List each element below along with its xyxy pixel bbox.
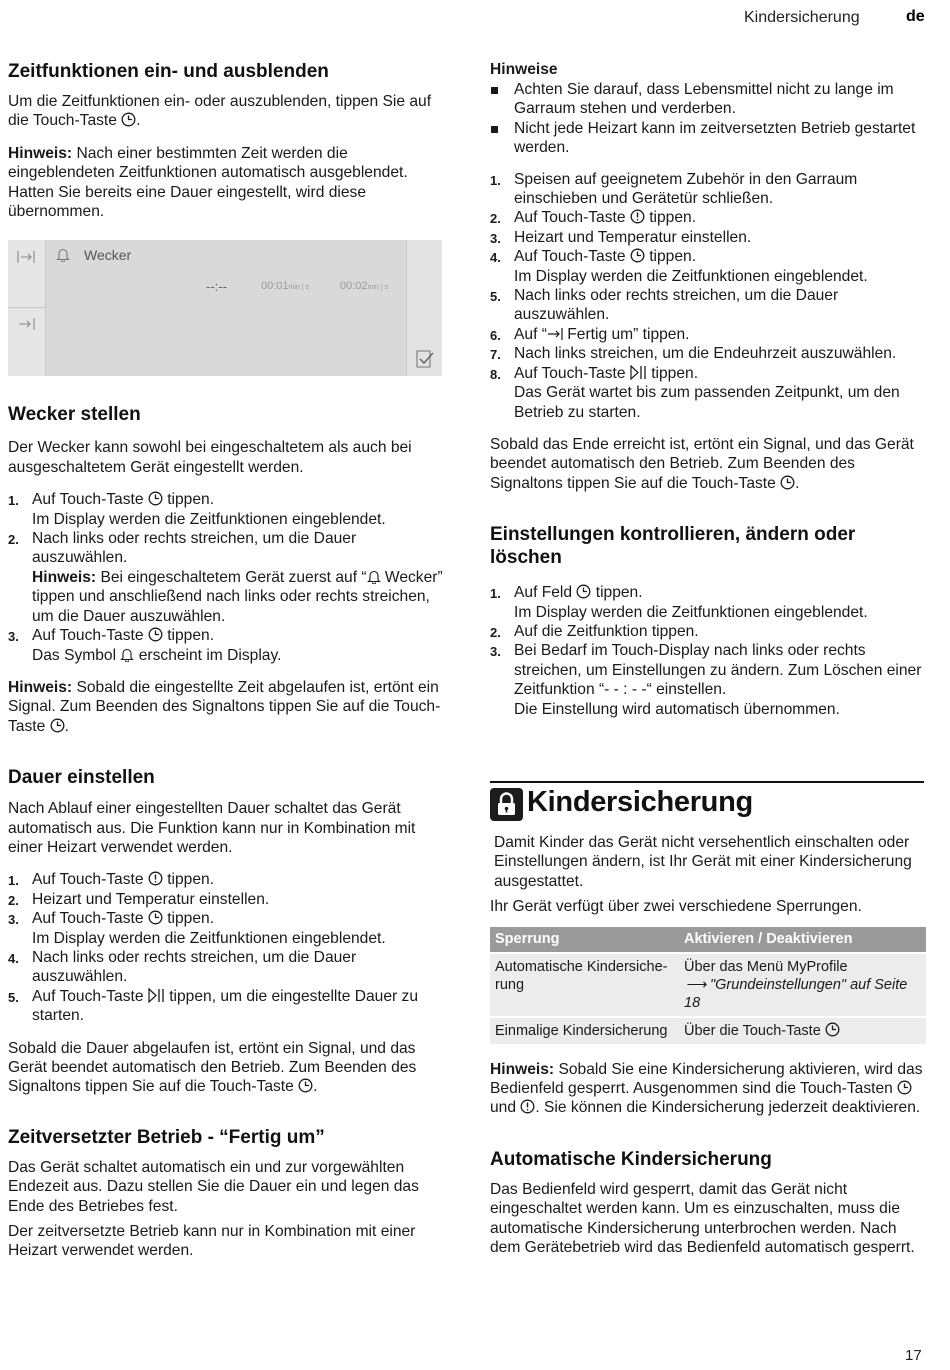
start-pause-icon — [148, 988, 165, 1003]
end-time-icon — [547, 327, 563, 341]
list-item: Nicht jede Heizart kann im zeitversetzten Betrieb gestartet werden. — [490, 119, 928, 158]
clock-icon — [121, 112, 136, 127]
display-wecker-label[interactable]: Wecker — [84, 247, 132, 264]
hint-paragraph: Hinweis: Sobald die eingestellte Zeit abgelaufen ist, ertönt ein Signal. Zum Beenden des Signaltons tippen Sie auf die Touch-Taste . — [8, 678, 441, 735]
power-icon — [630, 209, 645, 224]
list-item: 1. Auf Touch-Taste tippen. Im Display werden die Zeitfunktionen eingeblendet. — [8, 491, 386, 528]
display-left-panel — [8, 240, 45, 376]
list-item: 6. Auf “ Fertig um” tippen. — [490, 325, 690, 343]
header-section-title: Kindersicherung — [744, 9, 860, 26]
list-item: 1. Auf Touch-Taste tippen. — [8, 871, 215, 889]
paragraph: Um die Zeitfunktionen ein- oder auszublenden, tippen Sie auf die Touch-Taste . — [8, 93, 432, 130]
list-item: 1. Auf Feld tippen. Im Display werden die Zeitfunktionen eingeblendet. — [490, 584, 868, 621]
left-column — [8, 60, 446, 1261]
display-time-option-1[interactable]: 00:01min | s — [261, 280, 310, 293]
display-main — [45, 240, 405, 376]
paragraph: Nach Ablauf einer eingestellten Dauer schaltet das Gerät automatisch aus. Die Funktion kann nur in Kombination mit einer Heizart verwendet werden. — [8, 800, 416, 856]
list-item: 2. Auf Touch-Taste tippen. — [490, 209, 697, 227]
list-item: 3. Heizart und Temperatur einstellen. — [490, 228, 752, 246]
clock-icon — [148, 910, 163, 925]
lock-table — [490, 927, 926, 1044]
wecker-steps — [8, 490, 446, 665]
list-item: 8. Auf Touch-Taste tippen. Das Gerät wartet bis zum passenden Zeitpunkt, um den Betrieb zu starten. — [490, 364, 900, 421]
list-item: 5. Auf Touch-Taste tippen, um die eingestellte Dauer zu starten. — [8, 987, 418, 1025]
page-number: 17 — [905, 1347, 922, 1364]
hinweise-list — [490, 80, 928, 158]
list-item: 2. Heizart und Temperatur einstellen. — [8, 890, 270, 908]
clock-icon — [897, 1080, 912, 1095]
list-item: Achten Sie darauf, dass Lebensmittel nicht zu lange im Garraum stehen und verderben. — [490, 80, 928, 119]
table-cell: Einmalige Kindersicherung — [490, 1017, 679, 1044]
clock-icon — [148, 491, 163, 506]
power-icon — [148, 871, 163, 886]
arrow-icon: ⟶ — [686, 976, 708, 993]
paragraph: Sobald das Ende erreicht ist, ertönt ein Signal, und das Gerät beendet automatisch den Betrieb. Zum Beenden des Signaltons tippen Sie auf die Touch-Taste . — [490, 435, 914, 492]
paragraph: Das Bedienfeld wird gesperrt, damit das Gerät nicht eingeschaltet werden kann. Um es einzuschalten, muss die automatische Kindersicherung unterbrochen werden. Nach dem Gerätebetrieb wird das Bedienfeld automatisch gesperrt. — [490, 1180, 915, 1257]
paragraph: Der zeitversetzte Betrieb kann nur in Kombination mit einer Heizart verwendet werden. — [8, 1223, 416, 1260]
list-item: 3. Auf Touch-Taste tippen. Das Symbol erscheint im Display. — [8, 627, 282, 664]
start-pause-icon — [630, 365, 647, 380]
paragraph: Damit Kinder das Gerät nicht versehentlich einschalten oder Einstellungen ändern, ist Ihr Gerät mit einer Kindersicherung ausgestattet. — [494, 833, 912, 890]
einstellungen-steps — [490, 583, 928, 719]
list-item: 3. Bei Bedarf im Touch-Display nach links oder rechts streichen, um Einstellungen zu ändern. Zum Löschen einer Zeitfunktion “- - : - -“ einstellen. Die Einstellung wird automatisch übernommen. — [490, 642, 922, 718]
heading-zeitfunktionen: Zeitfunktionen ein- und ausblenden — [8, 61, 329, 82]
clock-icon — [298, 1078, 313, 1093]
paragraph: Der Wecker kann sowohl bei eingeschaltetem als auch bei ausgeschaltetem Gerät eingestellt werden. — [8, 439, 412, 476]
display-time-option-2[interactable]: 00:02min | s — [340, 280, 389, 293]
dauer-steps — [8, 870, 446, 1025]
power-icon — [520, 1099, 535, 1114]
hinweise-title: Hinweise — [490, 61, 558, 78]
clock-icon — [780, 475, 795, 490]
heading-fertig-um: Zeitversetzter Betrieb - “Fertig um” — [8, 1126, 325, 1148]
lock-icon — [490, 788, 523, 821]
clock-icon — [576, 584, 591, 599]
heading-einstellungen: Einstellungen kontrollieren, ändern oder löschen — [490, 524, 856, 569]
display-right-panel — [406, 240, 442, 376]
display-mockup — [8, 240, 442, 376]
kindersicherung-heading — [490, 781, 924, 823]
checkbox-confirm-icon[interactable] — [416, 350, 434, 368]
page-reference-link[interactable]: "Grundeinstellungen" auf Seite 18 — [684, 976, 908, 1011]
heading-automatische-kindersicherung: Automatische Kindersicherung — [490, 1148, 772, 1170]
list-item: 4. Nach links oder rechts streichen, um die Dauer auszuwählen. — [8, 948, 357, 986]
paragraph: Das Gerät schaltet automatisch ein und zur vorgewählten Endezeit aus. Dazu stellen Sie die Dauer ein und legen das Ende des Betriebes fest. — [8, 1158, 419, 1215]
list-item: 4. Auf Touch-Taste tippen. Im Display werden die Zeitfunktionen eingeblendet. — [490, 248, 868, 285]
heading-dauer: Dauer einstellen — [8, 767, 155, 789]
table-cell: Automatische Kindersiche-rung — [490, 953, 679, 1017]
list-item: 1. Speisen auf geeignetem Zubehör in den Garraum einschieben und Gerätetür schließen. — [490, 170, 858, 208]
clock-icon — [50, 718, 65, 733]
table-row — [490, 1017, 926, 1044]
paragraph: Ihr Gerät verfügt über zwei verschiedene Sperrungen. — [490, 898, 862, 916]
clock-icon — [148, 627, 163, 642]
clock-icon — [630, 248, 645, 263]
table-header-row — [490, 927, 926, 953]
clock-icon — [825, 1022, 840, 1037]
bell-icon — [56, 247, 70, 262]
heading-wecker: Wecker stellen — [8, 404, 141, 426]
arrow-to-bar-icon — [17, 250, 35, 264]
bell-icon — [120, 647, 134, 662]
fertig-um-steps — [490, 170, 928, 422]
list-item: 2. Nach links oder rechts streichen, um die Dauer auszuwählen. Hinweis: Bei eingeschaltetem Gerät zuerst auf “ Wecker” tippen und anschließend nach links oder rechts streichen, um die Dauer auszuwählen. — [8, 530, 443, 625]
end-time-icon[interactable] — [17, 317, 35, 331]
display-time-empty[interactable]: --:-- — [206, 279, 227, 295]
list-item: 5. Nach links oder rechts streichen, um die Dauer auszuwählen. — [490, 287, 839, 324]
table-header: Sperrung — [490, 927, 679, 953]
list-item: 2. Auf die Zeitfunktion tippen. — [490, 622, 699, 640]
header-language: de — [906, 8, 925, 25]
table-header: Aktivieren / Deaktivieren — [679, 927, 926, 953]
table-row — [490, 953, 926, 1017]
table-cell: Über das Menü MyProfile ⟶ "Grundeinstellungen" auf Seite 18 — [679, 953, 926, 1017]
kindersicherung-title: Kindersicherung — [527, 785, 753, 818]
bell-icon — [367, 569, 381, 584]
table-cell: Über die Touch-Taste — [679, 1017, 926, 1044]
paragraph: Sobald die Dauer abgelaufen ist, ertönt ein Signal, und das Gerät beendet automatisch den Betrieb. Zum Beenden des Signaltons tippen Sie auf die Touch-Taste . — [8, 1039, 417, 1096]
list-item: 7. Nach links streichen, um die Endeuhrzeit auszuwählen. — [490, 345, 897, 363]
right-column — [490, 60, 928, 1257]
hint-paragraph: Hinweis: Nach einer bestimmten Zeit werden die eingeblendeten Zeitfunktionen automatisch ausgeblendet. Hatten Sie bereits eine Dauer eingestellt, wird diese übernommen. — [8, 144, 408, 221]
list-item: 3. Auf Touch-Taste tippen. Im Display werden die Zeitfunktionen eingeblendet. — [8, 910, 386, 947]
display-left-button-top[interactable] — [8, 240, 45, 308]
hint-paragraph: Hinweis: Sobald Sie eine Kindersicherung aktivieren, wird das Bedienfeld gesperrt. Ausgenommen sind die Touch-Tasten und . Sie können die Kindersicherung jederzeit deaktivieren. — [490, 1060, 923, 1117]
